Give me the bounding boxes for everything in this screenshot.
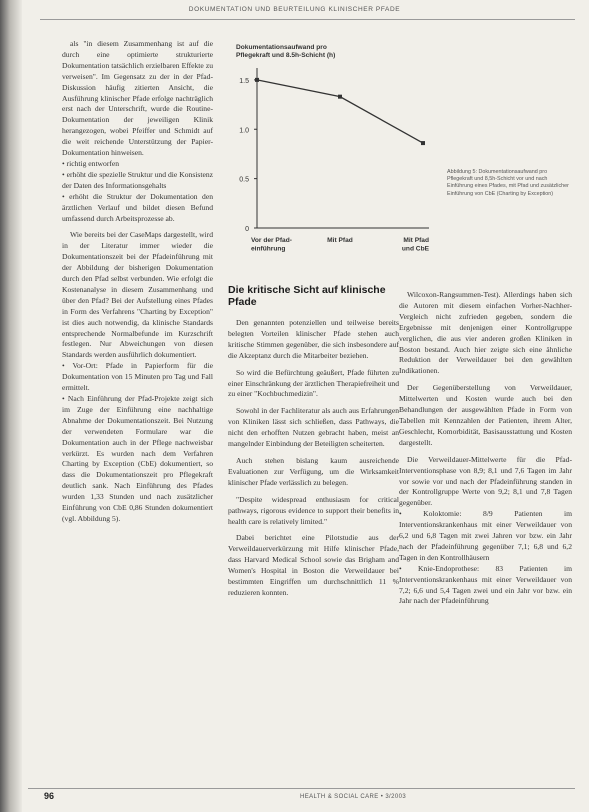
page-gutter-shadow bbox=[0, 0, 22, 812]
paragraph: • erhöht die spezielle Struktur und die Konsistenz der Daten des Informationsgehalts bbox=[62, 169, 213, 190]
paragraph: Wilcoxon-Rangsummen-Test). Allerdings haben sich die Autoren mit diesem einfachen Vorher-Nachher-Vergleich nicht zufrieden gegeben, sondern die Ergebnisse mit denjenigen einer Kontrollgruppe verglichen, die aus vier anderen großen Kliniken in Boston bestand. Auch hier zeigte sich eine ähnliche Reduktion der Verweildauer bei den gewählten Indikationen. bbox=[399, 290, 572, 376]
y-tick-label: 1.0 bbox=[239, 127, 249, 135]
section-heading: Die kritische Sicht auf klinische Pfade bbox=[228, 284, 386, 308]
data-point bbox=[421, 141, 425, 145]
x-tick-label: Mit Pfad und CbE bbox=[401, 237, 429, 253]
x-tick-label: Mit Pfad bbox=[327, 237, 353, 244]
chart-title-line-1: Dokumentationsaufwand pro bbox=[236, 44, 327, 51]
running-head: DOKUMENTATION UND BEURTEILUNG KLINISCHER PFADE bbox=[188, 6, 401, 13]
page-number: 96 bbox=[44, 791, 55, 801]
data-point bbox=[255, 78, 259, 82]
paragraph: • Nach Einführung der Pfad-Projekte zeigt sich im Zuge der Einführung eine nachhaltige Abnahme der Dokumentationszeit. Bei Nutzung der verwendeten Formulare war die Dokumentation auch in der Pflege nachweisbar verkürzt. Es wurden nach dem Verfahren Charting by Exception (CbE) dokumentiert, so dass die Dokumentationszeit pro Pflegekraft deutlich sank. Nach Einführung des Pfades wurden 1,33 Stunden und nach zusätzlicher Einführung von CbE 0,86 Stunden dokumentiert (vgl. Abbildung 5). bbox=[62, 394, 213, 523]
footer-rule bbox=[28, 788, 575, 789]
paragraph: Der Gegenüberstellung von Verweildauer, Mittelwerten und Kosten wurde auch bei den Behandlungen der ausgewählten Pfade in Form von Tabellen mit Kennzahlen der Patienten, ihrem Alter, Geschlecht, Komorbidität, Basisausstattung und Kosten dargestellt. bbox=[399, 383, 572, 447]
chart-title-line-2: Pflegekraft und 8.5h-Schicht (h) bbox=[236, 52, 336, 60]
paragraph: Dabei berichtet eine Pilotstudie aus der Verweildauerverkürzung mit Hilfe klinischer Pfade, dass Harvard Medical School sowie das Brigham and Women's Hospital in Boston die Verweildauer bei bestimmten Eingriffen um durchschnittlich 11 % reduzieren konnten. bbox=[228, 533, 399, 597]
paragraph: als "in diesem Zusammenhang ist auf die durch eine optimierte strukturierte Dokumentation tatsächlich erzielbaren Effekte zu verweisen". Im Gegensatz zu der in der Pfad-Diskussion häufig zitierten Ansicht, die Ausführung klinischer Pfade erfolge nachträglich erst nach der Unterschrift, wurde die Routine-Dokumentation der jeweiligen Klinik herangezogen, wobei Pfeiffer und Schmidt auf die weit reichende Unterstützung der Papier-Dokumentation hinweisen. bbox=[62, 39, 213, 158]
paragraph: • Koloktomie: 8/9 Patienten im Interventionskrankenhaus mit einer Verweildauer von 6,2 und 6,8 Tagen mit zwei Jahren vor bzw. ein Jahr nach der Pfadeinführung gegenüber 7,1; 6,8 und 6,2 Tagen in den Kontrollhäusern bbox=[399, 509, 572, 562]
line-chart bbox=[225, 62, 440, 272]
paragraph: Den genannten potenziellen und teilweise bereits belegten Vorteilen klinischer Pfade stehen auch kritische Stimmen gegenüber, die sich insbesondere auf die Akzeptanz durch die Mitarbeiter beziehen. bbox=[228, 318, 399, 360]
paragraph: Wie bereits bei der CaseMaps dargestellt, wird in der Literatur immer wieder die Dokumentationszeit bei der Pfadeinführung mit der Abbildung der bisherigen Dokumentation durch den Pfad selbst verbunden. Wie erfolgt die Kostenanalyse in diesem Zusammenhang und über den Pfad? Bei der Aufstellung eines Pfades in Form des Verfahrens "Charting by Exception" ist dies auch notwendig, da klinische Standards entsprechende Normalbefunde im Kurzschrift festlegen. Nur Abweichungen von diesen Standards werden ausführlich dokumentiert. bbox=[62, 230, 213, 360]
series-line bbox=[257, 80, 423, 143]
paragraph: • erhöht die Struktur der Dokumentation den ärztlichen Verlauf und bildet diesen Befund umfassend durch Arbeitsprozesse ab. bbox=[62, 191, 213, 223]
figure-caption: Abbildung 5: Dokumentationsaufwand pro Pflegekraft und 8,5h-Schicht vor und nach Einführung eines Pfades, mit Pfad und zusätzlicher Einführung von CbE (Charting by Exception) bbox=[447, 169, 569, 197]
paragraph: So wird die Befürchtung geäußert, Pfade führten zu einer Einschränkung der ärztlichen Therapiefreiheit und zu einer "Kochbuchmedizin". bbox=[228, 367, 399, 399]
footer-journal: HEALTH & SOCIAL CARE • 3/2003 bbox=[300, 794, 407, 800]
paragraph: • Knie-Endoprothese: 83 Patienten im Interventionskrankenhaus mit einer Verweildauer von 7,2; 6,6 und 5,4 Tagen zwei und ein Jahr vor bzw. ein Jahr nach der Pfadeinführung bbox=[399, 563, 572, 606]
chart-title bbox=[236, 44, 416, 61]
paragraph: • richtig entworfen bbox=[62, 158, 120, 168]
middle-column bbox=[228, 318, 399, 599]
paragraph: Sowohl in der Fachliteratur als auch aus Erfahrungen von Kliniken lässt sich schließen, dass Pathways, die nicht den erhofften Nutzen gebracht haben, meist an mangelnder Einbindung der Beteiligten scheiterten. bbox=[228, 406, 399, 449]
paragraph: Die Verweildauer-Mittelwerte für die Pfad-Interventionsphase von 8,9; 8,1 und 7,6 Tagen im Jahr vor sowie vor und nach der Pfadeinführung standen in der Kontrollgruppe Werte von 9,2; 8,1 und 7,8 Tagen gegenüber. bbox=[399, 454, 572, 508]
paragraph: • Vor-Ort: Pfade in Papierform für die Dokumentation von 15 Minuten pro Tag und Fall ermittelt. bbox=[62, 361, 213, 393]
x-tick-label: Vor der Pfad-einführung bbox=[251, 237, 292, 253]
paragraph: "Despite widespread enthusiasm for critical pathways, rigorous evidence to support their benefits in health care is relatively limited." bbox=[228, 494, 399, 526]
paragraph: Auch stehen bislang kaum ausreichende Evaluationen zur Verfügung, um die Wirksamkeit klinischer Pfade verlässlich zu belegen. bbox=[228, 455, 399, 487]
header-rule bbox=[40, 19, 575, 20]
y-tick-label: 0.5 bbox=[239, 176, 249, 184]
left-column bbox=[62, 39, 213, 525]
y-tick-label: 0 bbox=[245, 226, 249, 233]
right-column bbox=[399, 290, 572, 607]
y-tick-label: 1.5 bbox=[239, 77, 249, 85]
data-point bbox=[338, 95, 342, 99]
